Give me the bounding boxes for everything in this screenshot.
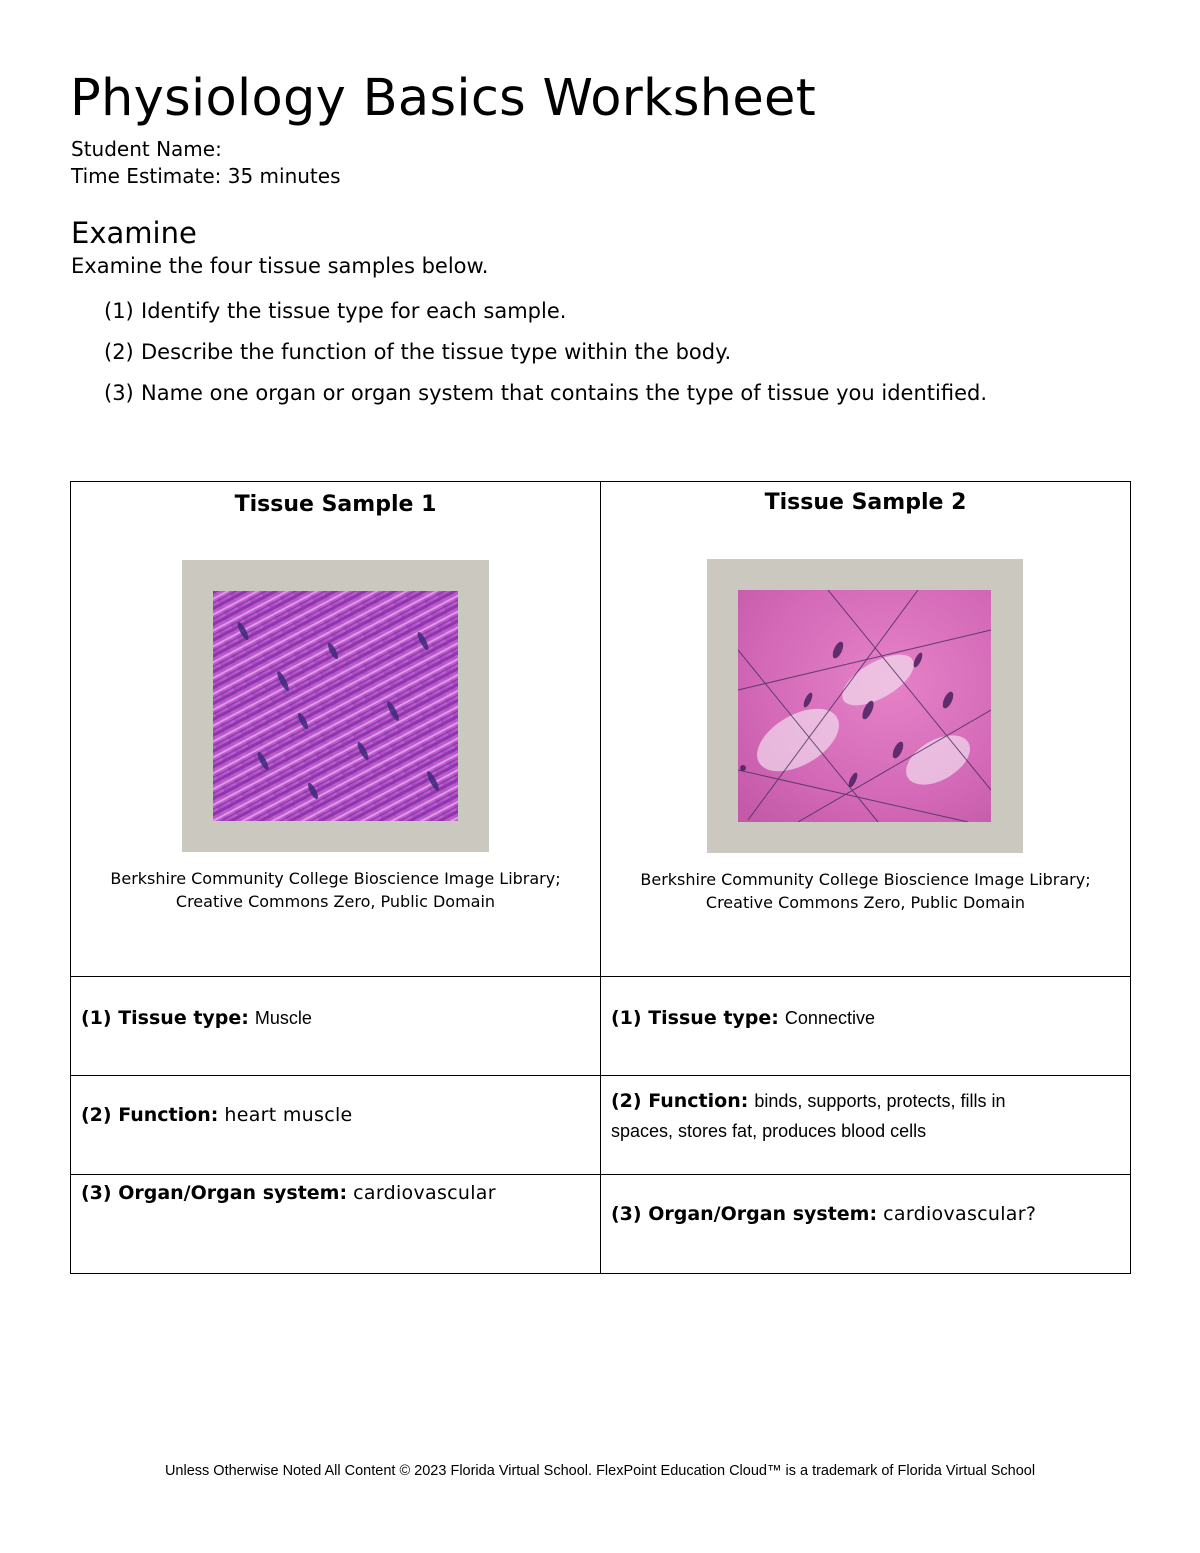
tissue-samples-table (70, 481, 1131, 1274)
muscle-tissue-micrograph (213, 591, 458, 821)
examine-heading: Examine (71, 216, 197, 250)
student-name-label: Student Name: (71, 137, 222, 161)
sample-1-function (81, 1100, 590, 1130)
sample-1-organ-system (81, 1178, 590, 1208)
sample-2-function (611, 1086, 1120, 1146)
field-label: (1) Tissue type: (81, 1007, 249, 1029)
step-number: (3) (104, 381, 134, 405)
field-label: (2) Function: (611, 1090, 749, 1112)
field-value: binds, supports, protects, fills in (754, 1091, 1006, 1111)
step-number: (2) (104, 340, 134, 364)
sample-2-image-frame (707, 559, 1023, 853)
sample-1-image-frame (182, 560, 489, 852)
step-text: Name one organ or organ system that contains the type of tissue you identified. (141, 381, 987, 405)
field-value: Connective (784, 1008, 875, 1028)
field-value: Muscle (254, 1008, 312, 1028)
time-estimate: Time Estimate: 35 minutes (71, 164, 341, 188)
credit-line: Creative Commons Zero, Public Domain (705, 893, 1026, 912)
sample-1-tissue-type-cell (71, 977, 601, 1076)
field-value: heart muscle (224, 1104, 353, 1126)
field-value: cardiovascular (353, 1182, 496, 1204)
credit-line: Creative Commons Zero, Public Domain (175, 892, 496, 911)
field-value: cardiovascular? (883, 1203, 1037, 1225)
sample-2-function-cell (601, 1076, 1131, 1175)
sample-2-tissue-type-cell (601, 977, 1131, 1076)
field-label: (2) Function: (81, 1104, 219, 1126)
sample-2-organ-cell (601, 1175, 1131, 1274)
page-title: Physiology Basics Worksheet (70, 69, 817, 128)
sample-1-image-cell (71, 482, 601, 977)
field-label: (3) Organ/Organ system: (611, 1203, 878, 1225)
credit-line: Berkshire Community College Bioscience Image Library; (640, 870, 1091, 889)
copyright-footer: Unless Otherwise Noted All Content © 2023 Florida Virtual School. FlexPoint Education Cloud™ is a trademark of Florida Virtual School (164, 1463, 1036, 1479)
sample-2-credit (601, 868, 1130, 914)
credit-line: Berkshire Community College Bioscience Image Library; (110, 869, 561, 888)
sample-2-image-cell (601, 482, 1131, 977)
step-text: Describe the function of the tissue type within the body. (141, 340, 732, 364)
instruction-step-1 (104, 298, 566, 324)
sample-1-organ-cell (71, 1175, 601, 1274)
sample-1-credit (71, 867, 600, 913)
examine-intro: Examine the four tissue samples below. (71, 254, 489, 278)
field-label: (1) Tissue type: (611, 1007, 779, 1029)
sample-2-tissue-type (611, 1003, 1120, 1033)
field-label: (3) Organ/Organ system: (81, 1182, 348, 1204)
sample-1-title: Tissue Sample 1 (234, 492, 437, 517)
instruction-step-3 (104, 380, 987, 406)
step-number: (1) (104, 299, 134, 323)
sample-1-function-cell (71, 1076, 601, 1175)
field-value: spaces, stores fat, produces blood cells (611, 1121, 927, 1141)
step-text: Identify the tissue type for each sample. (141, 299, 567, 323)
sample-1-tissue-type (81, 1003, 590, 1033)
sample-2-title: Tissue Sample 2 (764, 490, 967, 515)
instruction-step-2 (104, 339, 731, 365)
connective-tissue-micrograph (738, 590, 991, 822)
sample-2-organ-system (611, 1199, 1120, 1229)
